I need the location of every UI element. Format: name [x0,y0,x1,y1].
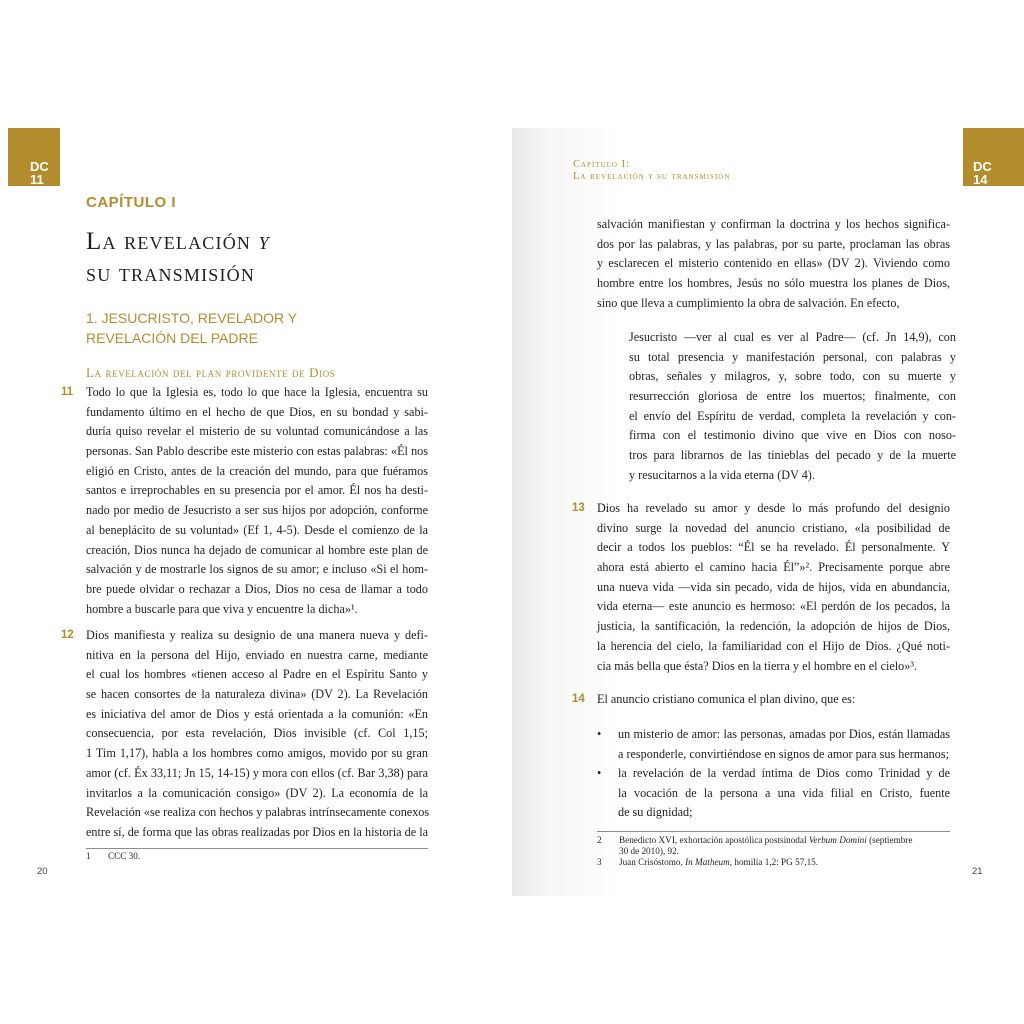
running-head-part: La revelación [573,171,649,182]
footnote-text-part: 30 de 2010), 92. [619,846,679,856]
text-line: nitiva en la persona del Hijo, enviado en nuestra carne, mediante [86,647,428,662]
text-line: y esclarecen el misterio contenido en ellas» (DV 2). Viviendo como [597,256,950,271]
text-line: Revelación «se realiza con hechos y palabras intrínsecamente conexos [86,805,430,820]
right-page [512,128,1024,896]
section-tab-left [8,128,60,186]
text-line: salvación manifiestan y confirman la doctrina y los hechos significa- [597,217,950,231]
paragraph-14 [597,690,950,710]
chapter-title-line2: su transmisión [86,260,256,287]
footnote-number: 3 [597,857,602,867]
bullet-item-2 [618,764,950,823]
paragraph-11 [86,383,428,619]
text-line: entre sí, de forma que las obras realizadas por Dios en la historia de la [86,824,428,839]
text-line: decir a todos los pueblos: “Él se ha revelado. Él personalmente. Y [597,540,950,555]
footnote-text [619,835,912,857]
footnote-text [619,857,818,868]
text-line: de su dignidad; [618,805,693,820]
text-line: un misterio de amor: las personas, amadas por Dios, están llamadas [618,727,950,741]
section-tab-right [963,128,1024,186]
chapter-label: CAPÍTULO I [86,194,176,211]
text-line: cia más bella que ésta? Dios en la tierra y el hombre en el cielo»³. [597,658,918,673]
paragraph-number: 12 [61,629,74,641]
text-line: vida eterna— este anuncio es hermoso: «El perdón de los pecados, la [597,599,950,614]
text-line: y resucitarnos a la vida eterna (DV 4). [629,467,815,482]
page-number: 21 [972,866,983,877]
text-line: resurrección gloriosa de entre los muertos; finalmente, con [629,389,956,404]
text-line: sino que lleva a cumplimiento la obra de salvación. En efecto, [597,295,900,310]
text-line: consecuencia, por esta revelación, Dios invisible (cf. Col 1,15; [86,726,428,741]
tab-label: DC [973,159,992,174]
bullet-item-1 [618,725,950,764]
paragraph-number: 13 [572,502,585,514]
page-number: 20 [37,866,48,877]
text-line: salvación y de mostrarle los signos de su amor; e incluso «Si el hom- [86,562,428,577]
text-line: la herencia del cielo, la familiaridad con el Hijo de Dios. ¿Qué noti- [597,638,950,653]
footnote-text: CCC 30. [108,851,141,861]
text-line: divino surge la novedad del anuncio cristiano, «la posibilidad de [597,520,950,535]
paragraph-12 [86,626,428,843]
running-head-part: su transmisión [653,171,731,182]
section-title [86,308,346,348]
footnote-3 [597,857,950,869]
text-line: hombre a buscarle para que viva y encuentre la dicha»¹. [86,601,358,616]
section-title-line1: 1. JESUCRISTO, REVELADOR Y [86,310,298,326]
block-quote [629,328,956,486]
bullet-marker: • [597,727,602,741]
text-line: al beneplácito de su voluntad» (Ef 1, 4-5). Desde el comienzo de la [86,522,428,537]
text-line: fundamento último en el hecho de que Dios, en su bondad y sabi- [86,404,428,419]
footnote-text-part: (septiembre [866,835,913,845]
chapter-title [86,226,270,290]
text-line: obras, señales y milagros, y, sobre todo, con su muerte y [629,369,956,384]
text-line: Todo lo que la Iglesia es, todo lo que hace la Iglesia, encuentra su [86,385,428,399]
footnote-text-part: Juan Crisóstomo, [619,857,686,867]
text-line: se hacen consortes de la naturaleza divina» (DV 2). La Revelación [86,687,428,702]
running-head [573,159,730,183]
text-line: amor (cf. Éx 33,11; Jn 15, 14-15) y mora con ellos (cf. Bar 3,38) para [86,765,428,780]
footnote-number: 1 [86,851,91,861]
text-line: la revelación de la verdad íntima de Dios como Trinidad y de [618,766,950,780]
running-head-line2 [573,171,730,183]
footnote-text-italic: Verbum Domini [808,835,867,845]
text-line: creación, Dios nunca ha dejado de comunicar al hombre este plan de [86,542,428,557]
subsection-heading: La revelación del plan providente de Dios [86,365,336,380]
text-line: ahora está abierto el camino hacia Él”»². Precisamente porque abre [597,560,950,575]
text-line: duría quiso revelar el misterio de su voluntad comunicándose a las [86,424,428,439]
running-head-italic: y [648,171,654,182]
section-title-line2: REVELACIÓN DEL PADRE [86,330,258,346]
footnote-rule [597,831,950,832]
text-line: una nueva vida —vida sin pecado, vida de hijos, vida en abundancia, [597,579,950,594]
text-line: bre puede olvidar o rechazar a Dios, Dios no cesa de llamar a todo [86,581,428,596]
paragraph-14-intro: El anuncio cristiano comunica el plan divino, que es: [597,692,856,706]
text-line: Dios ha revelado su amor y desde lo más profundo del designio [597,501,950,515]
chapter-title-italic: y [258,228,270,255]
paragraph-continuation [597,215,950,313]
footnote-text-part: , homilía 1,2: PG 57,15. [729,857,819,867]
text-line: justicia, la santificación, la redención, la adopción de hijos de Dios, [597,619,950,634]
text-line: Dios manifiesta y realiza su designio de una manera nueva y defi- [86,628,428,642]
tab-label: DC [30,159,49,174]
text-line: dos por las palabras, y las palabras, por su parte, proclaman las obras [597,236,950,251]
text-line: es iniciativa del amor de Dios y está orientada a la comunión: «En [86,706,428,721]
footnote-number: 2 [597,835,602,845]
text-line: Jesucristo —ver al cual es ver al Padre— (cf. Jn 14,9), con [629,330,956,344]
text-line: santos e irreprochables en su presencia por el amor. Él nos ha desti- [86,483,428,498]
footnote-text-part: Benedicto XVI, exhortación apostólica postsinodal [619,835,809,845]
chapter-title-part: La revelación [86,228,259,255]
text-line: la vocación de la persona a una vida filial en Cristo, fuente [618,785,950,800]
text-line: invitarlos a la comunicación consigo» (DV 2). La economía de la [86,785,428,800]
footnote-rule [86,848,428,849]
bullet-marker: • [597,766,602,780]
paragraph-number: 11 [61,386,74,398]
text-line: su total presencia y manifestación personal, con palabras y [629,349,956,364]
text-line: eligió en Cristo, antes de la creación del mundo, para que fuéramos [86,463,428,478]
text-line: a responderle, convirtiéndose en signos de amor para sus hermanos; [618,746,949,761]
footnote-2 [597,835,950,857]
paragraph-13 [597,499,950,676]
text-line: nado por medio de Jesucristo a ser sus hijos por adopción, conforme [86,503,428,518]
footnote-1 [86,851,428,863]
footnote-text-italic: In Matheum [685,857,730,867]
text-line: firma con el testimonio divino que vive en Dios con noso- [629,428,956,443]
text-line: el envío del Espíritu de verdad, completa la revelación y con- [629,408,956,423]
tab-number: 14 [973,172,988,187]
text-line: tros para librarnos de las tinieblas del pecado y de la muerte [629,448,956,463]
tab-number: 11 [30,172,44,187]
text-line: hombre entre los hombres, Jesús no sólo muestra los planes de Dios, [597,276,950,291]
text-line: 1 Tim 1,17), habla a los hombres como amigos, movido por su gran [86,746,428,761]
text-line: el cual los hombres «tienen acceso al Padre en el Espíritu Santo y [86,667,428,682]
paragraph-number: 14 [572,693,585,705]
running-head-line1: Capítulo I: [573,159,630,170]
text-line: personas. San Pablo describe este misterio con estas palabras: «Él nos [86,444,428,459]
left-page [0,128,512,896]
